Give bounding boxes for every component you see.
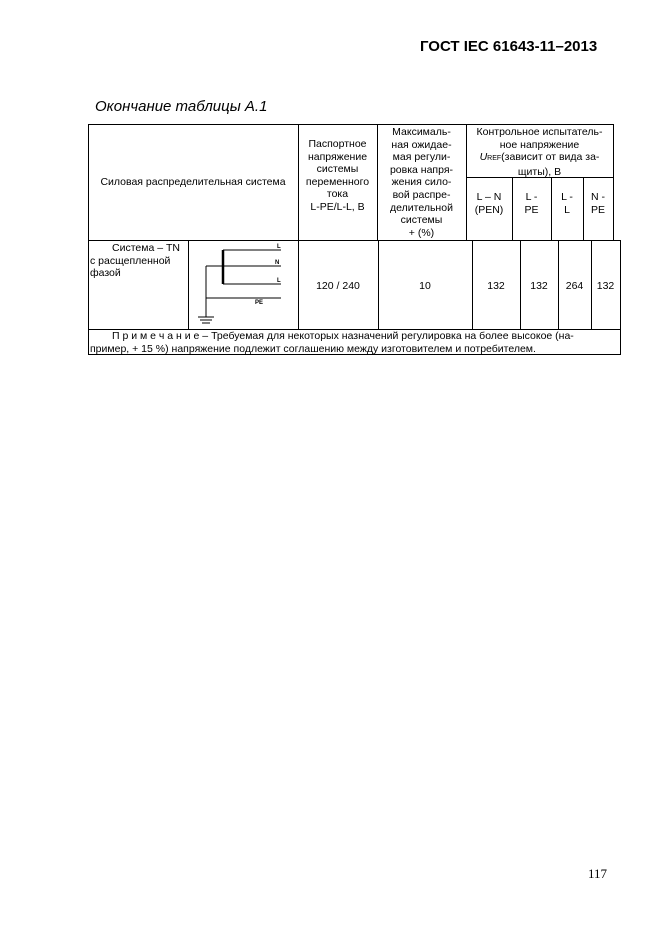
row-ll: 264 — [565, 280, 584, 292]
header-max-regulation: Максималь- ная ожидае- мая регули- ровка напря- жения сило- вой распре- делительной системы + (%) — [389, 126, 454, 239]
header-lpe: L - PE — [524, 191, 539, 216]
label-pe: PE — [255, 300, 264, 306]
row-npe: 132 — [596, 280, 615, 292]
header-nominal-voltage: Паспортное напряжение системы переменного тока L-PE/L-L, В — [305, 138, 370, 213]
header-system: Силовая распределительная система — [100, 176, 286, 188]
label-l1: L — [277, 244, 281, 250]
label-l2: L — [277, 278, 281, 284]
row-nominal-voltage: 120 / 240 — [316, 280, 360, 292]
table-caption: Окончание таблицы А.1 — [95, 98, 268, 115]
page-number: 117 — [588, 866, 608, 881]
wiring-diagram-svg — [189, 241, 297, 328]
header-test-voltage: Контрольное испытатель- ное напряжение UREF(зависит от вида за- щиты), В — [476, 126, 603, 178]
row-lpe: 132 — [530, 280, 548, 292]
header-ln: L – N (PEN) — [474, 191, 504, 216]
label-n: N — [275, 260, 280, 266]
row-ln: 132 — [487, 280, 505, 292]
standard-header: ГОСТ IEC 61643-11–2013 — [420, 38, 598, 55]
tn-split-phase-diagram — [189, 241, 297, 328]
row-system-name: Система – TN с расщепленной фазой — [90, 242, 180, 280]
header-ll: L - L — [561, 191, 573, 216]
row-max-regulation: 10 — [419, 280, 431, 292]
table-note: П р и м е ч а н и е – Требуемая для некоторых назначений регулировка на более высокое (на- пример, + 15 %) напряжение подлежит соглашению между изготовителем и потребителем. — [90, 330, 574, 355]
header-npe: N - PE — [590, 191, 605, 216]
